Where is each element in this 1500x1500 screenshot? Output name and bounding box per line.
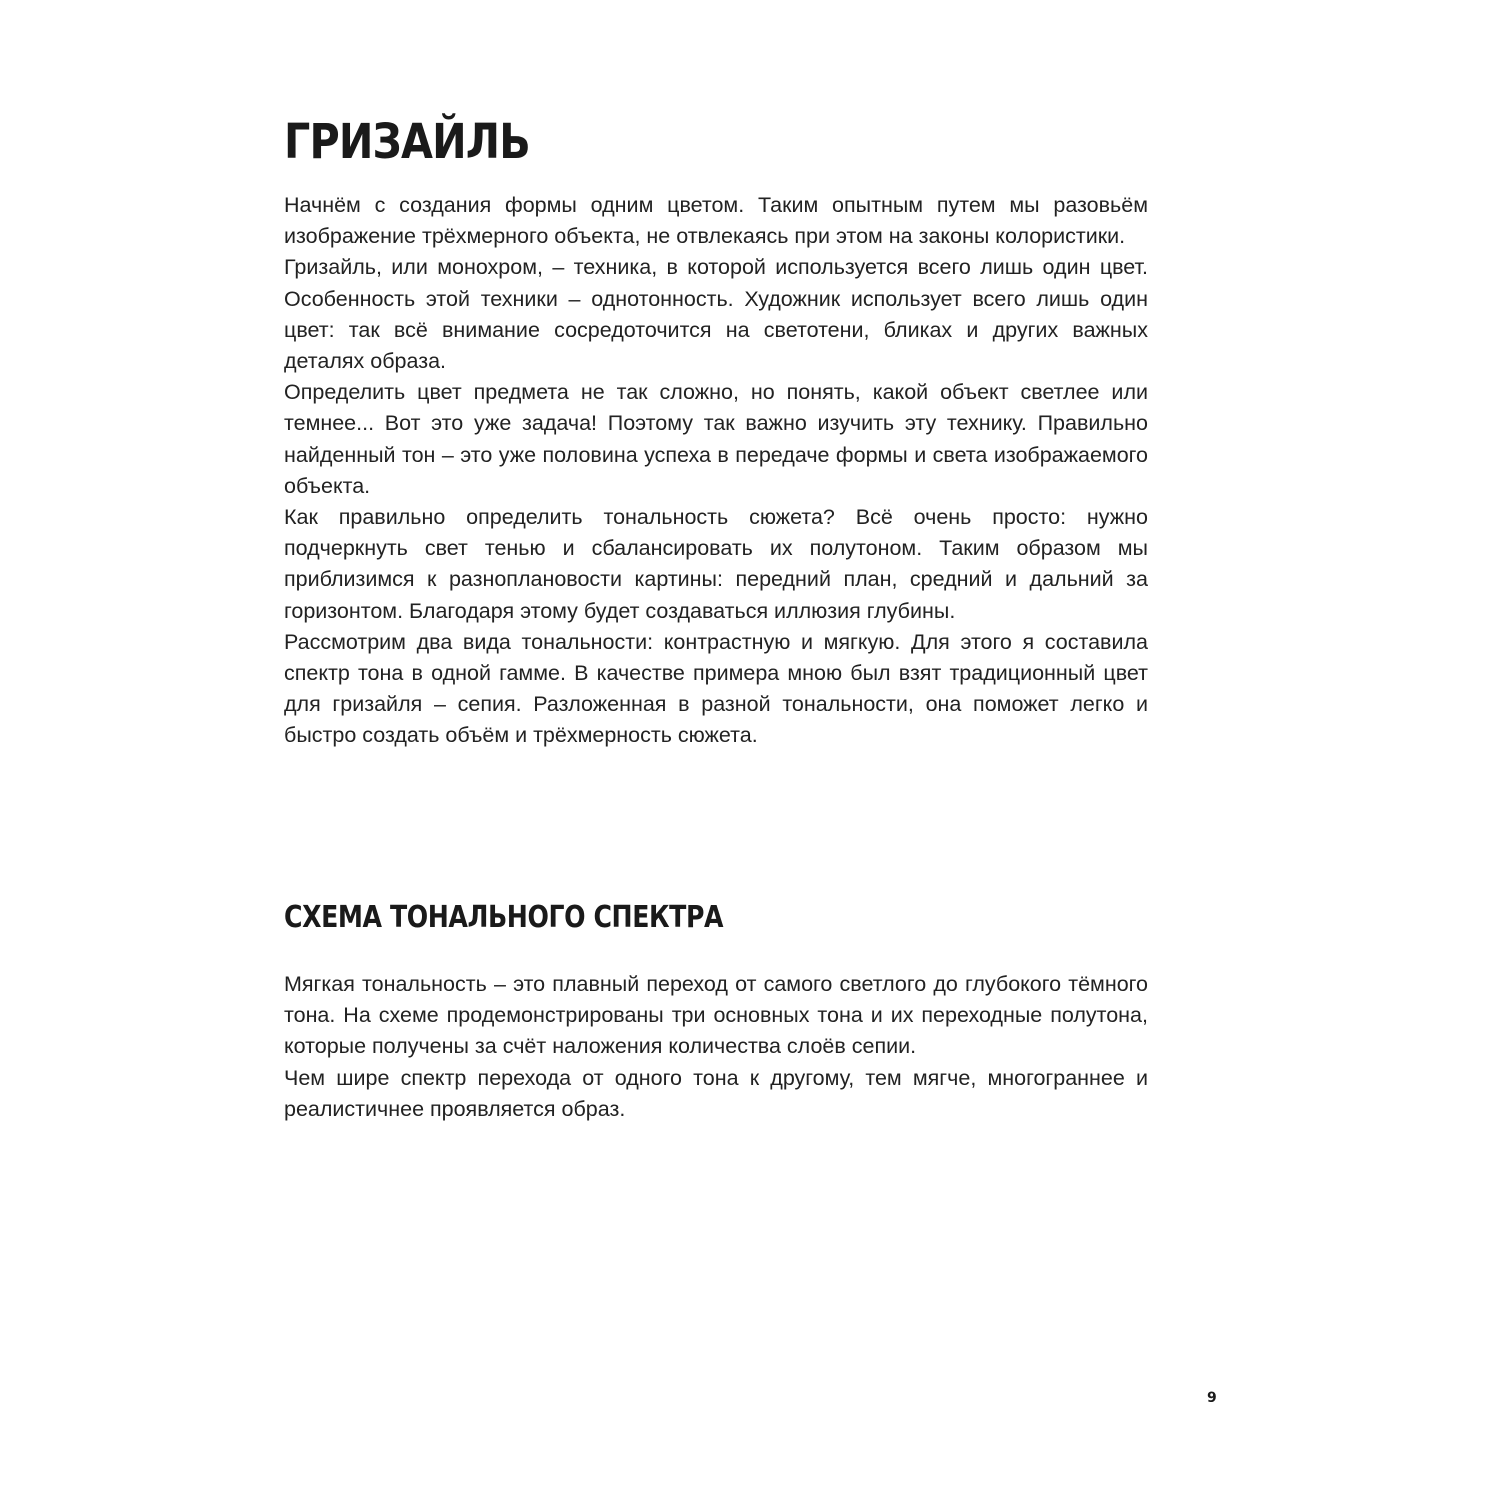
paragraph: Начнём с создания формы одним цветом. Таким опытным путем мы разовьём изображение трёхмерного объекта, не отвлекаясь при этом на законы колористики.	[284, 193, 1148, 249]
paragraph: Рассмотрим два вида тональности: контрастную и мягкую. Для этого я составила спектр тона в одной гамме. В качестве примера мною был взят традиционный цвет для гризайля – сепия. Разложенная в разной тональности, она поможет легко и быстро создать объём и трёхмерность сюжета.	[284, 629, 1148, 748]
paragraph: Мягкая тональность – это плавный переход от самого светлого до глубокого тёмного тона. На схеме продемонстрированы три основных тона и их переходные полутона, которые получены за счёт наложения количества слоёв сепии.	[284, 972, 1148, 1059]
intro-text	[284, 190, 1148, 752]
paragraph: Гризайль, или монохром, – техника, в которой используется всего лишь один цвет. Особенность этой техники – однотонность. Художник использует всего лишь один цвет: так всё внимание сосредоточится на светотени, бликах и других важных деталях образа.	[284, 255, 1148, 374]
paragraph: Чем шире спектр перехода от одного тона к другому, тем мягче, многограннее и реалистичнее проявляется образ.	[284, 1065, 1148, 1121]
section-heading: СХЕМА ТОНАЛЬНОГО СПЕКТРА	[284, 900, 724, 935]
paragraph: Определить цвет предмета не так сложно, но понять, какой объект светлее или темнее... Вот это уже задача! Поэтому так важно изучить эту технику. Правильно найденный тон – это уже половина успеха в передаче формы и света изображаемого объекта.	[284, 380, 1148, 498]
page-title: ГРИЗАЙЛЬ	[284, 114, 530, 170]
paragraph: Как правильно определить тональность сюжета? Всё очень просто: нужно подчеркнуть свет тенью и сбалансировать их полутоном. Таким образом мы приблизимся к разноплановости картины: передний план, средний и дальний за горизонтом. Благодаря этому будет создаваться иллюзия глубины.	[284, 505, 1148, 623]
spectrum-text	[284, 969, 1148, 1125]
page-number: 9	[1207, 1390, 1217, 1406]
